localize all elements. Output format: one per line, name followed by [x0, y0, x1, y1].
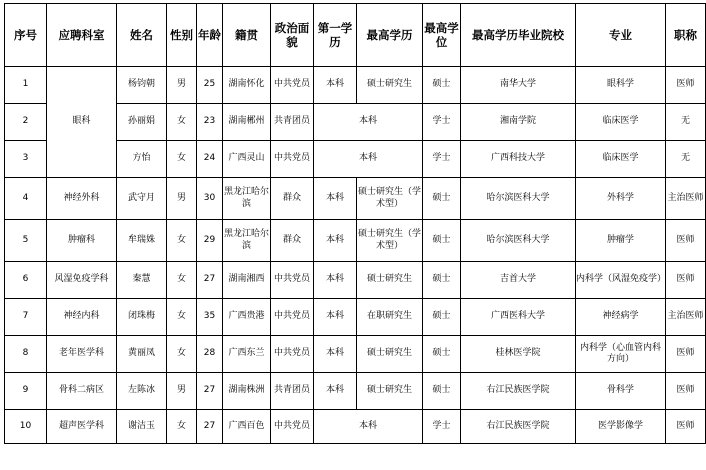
cell-seq: 10 — [5, 410, 47, 444]
cell-name: 左陈冰 — [117, 373, 167, 410]
cell-name: 闭珠梅 — [117, 299, 167, 336]
cell-education-merged: 本科 — [314, 141, 423, 178]
cell-age: 35 — [197, 299, 223, 336]
cell-title: 医师 — [666, 410, 706, 444]
cell-title: 无 — [666, 141, 706, 178]
cell-politics: 中共党员 — [271, 262, 314, 299]
cell-age: 30 — [197, 178, 223, 220]
cell-name: 牟瑞姝 — [117, 220, 167, 262]
table-row — [5, 299, 706, 336]
cell-highest-edu: 硕士研究生（学术型） — [357, 178, 423, 220]
cell-major: 神经病学 — [576, 299, 666, 336]
cell-major: 眼科学 — [576, 67, 666, 104]
cell-degree: 硕士 — [423, 178, 461, 220]
cell-school: 吉首大学 — [461, 262, 576, 299]
cell-name: 武守月 — [117, 178, 167, 220]
cell-title: 医师 — [666, 336, 706, 373]
table-row — [5, 336, 706, 373]
cell-highest-edu: 在职研究生 — [357, 299, 423, 336]
cell-education-merged: 本科 — [314, 104, 423, 141]
cell-major: 内科学（风湿免疫学） — [576, 262, 666, 299]
cell-first-edu: 本科 — [314, 262, 357, 299]
cell-politics: 中共党员 — [271, 141, 314, 178]
cell-dept: 超声医学科 — [47, 410, 117, 444]
cell-school: 南华大学 — [461, 67, 576, 104]
cell-gender: 女 — [167, 336, 197, 373]
cell-seq: 8 — [5, 336, 47, 373]
cell-title: 医师 — [666, 220, 706, 262]
cell-name: 方怡 — [117, 141, 167, 178]
cell-politics: 群众 — [271, 220, 314, 262]
header-highest-degree: 最高学位 — [423, 4, 461, 67]
cell-school: 广西医科大学 — [461, 299, 576, 336]
cell-native: 广西东兰 — [223, 336, 271, 373]
cell-gender: 女 — [167, 220, 197, 262]
cell-title: 无 — [666, 104, 706, 141]
cell-politics: 共青团员 — [271, 104, 314, 141]
candidate-table — [4, 3, 706, 444]
cell-first-edu: 本科 — [314, 67, 357, 104]
cell-name: 黄丽凤 — [117, 336, 167, 373]
header-dept: 应聘科室 — [47, 4, 117, 67]
cell-major: 临床医学 — [576, 104, 666, 141]
cell-highest-edu: 硕士研究生 — [357, 67, 423, 104]
cell-major: 内科学（心血管内科方向） — [576, 336, 666, 373]
cell-school: 桂林医学院 — [461, 336, 576, 373]
cell-highest-edu: 硕士研究生（学术型） — [357, 220, 423, 262]
cell-age: 25 — [197, 67, 223, 104]
cell-school: 湘南学院 — [461, 104, 576, 141]
cell-school: 哈尔滨医科大学 — [461, 178, 576, 220]
cell-major: 外科学 — [576, 178, 666, 220]
cell-school: 右江民族医学院 — [461, 373, 576, 410]
cell-degree: 硕士 — [423, 262, 461, 299]
cell-school: 广西科技大学 — [461, 141, 576, 178]
header-grad-school: 最高学历毕业院校 — [461, 4, 576, 67]
cell-education-merged: 本科 — [314, 410, 423, 444]
header-native: 籍贯 — [223, 4, 271, 67]
cell-seq: 6 — [5, 262, 47, 299]
cell-first-edu: 本科 — [314, 220, 357, 262]
cell-native: 黑龙江哈尔滨 — [223, 178, 271, 220]
cell-gender: 女 — [167, 299, 197, 336]
header-seq: 序号 — [5, 4, 47, 67]
cell-gender: 男 — [167, 67, 197, 104]
cell-age: 28 — [197, 336, 223, 373]
cell-politics: 中共党员 — [271, 67, 314, 104]
header-highest-edu: 最高学历 — [357, 4, 423, 67]
cell-gender: 男 — [167, 178, 197, 220]
cell-native: 湖南怀化 — [223, 67, 271, 104]
cell-dept: 老年医学科 — [47, 336, 117, 373]
cell-age: 27 — [197, 373, 223, 410]
cell-politics: 中共党员 — [271, 299, 314, 336]
cell-age: 23 — [197, 104, 223, 141]
cell-highest-edu: 硕士研究生 — [357, 336, 423, 373]
table-row — [5, 410, 706, 444]
cell-highest-edu: 硕士研究生 — [357, 262, 423, 299]
cell-native: 湖南郴州 — [223, 104, 271, 141]
cell-dept: 骨科二病区 — [47, 373, 117, 410]
cell-school: 右江民族医学院 — [461, 410, 576, 444]
cell-degree: 硕士 — [423, 336, 461, 373]
table-row — [5, 262, 706, 299]
cell-name: 杨钧朝 — [117, 67, 167, 104]
cell-name: 秦慧 — [117, 262, 167, 299]
cell-title: 医师 — [666, 67, 706, 104]
cell-seq: 9 — [5, 373, 47, 410]
header-major: 专业 — [576, 4, 666, 67]
header-first-edu: 第一学历 — [314, 4, 357, 67]
cell-age: 27 — [197, 262, 223, 299]
cell-dept: 肿瘤科 — [47, 220, 117, 262]
cell-gender: 女 — [167, 262, 197, 299]
cell-seq: 7 — [5, 299, 47, 336]
cell-seq: 2 — [5, 104, 47, 141]
header-age: 年龄 — [197, 4, 223, 67]
cell-seq: 4 — [5, 178, 47, 220]
table-row — [5, 220, 706, 262]
cell-seq: 3 — [5, 141, 47, 178]
cell-gender: 男 — [167, 373, 197, 410]
cell-first-edu: 本科 — [314, 373, 357, 410]
cell-dept: 神经内科 — [47, 299, 117, 336]
cell-first-edu: 本科 — [314, 178, 357, 220]
cell-native: 湖南株洲 — [223, 373, 271, 410]
cell-first-edu: 本科 — [314, 299, 357, 336]
cell-politics: 共青团员 — [271, 373, 314, 410]
cell-seq: 5 — [5, 220, 47, 262]
cell-gender: 女 — [167, 410, 197, 444]
cell-politics: 中共党员 — [271, 336, 314, 373]
cell-politics: 中共党员 — [271, 410, 314, 444]
cell-dept: 神经外科 — [47, 178, 117, 220]
cell-degree: 学士 — [423, 410, 461, 444]
cell-degree: 硕士 — [423, 299, 461, 336]
header-politics: 政治面貌 — [271, 4, 314, 67]
cell-degree: 学士 — [423, 104, 461, 141]
cell-politics: 群众 — [271, 178, 314, 220]
cell-native: 黑龙江哈尔滨 — [223, 220, 271, 262]
cell-degree: 硕士 — [423, 373, 461, 410]
cell-age: 27 — [197, 410, 223, 444]
cell-title: 主治医师 — [666, 178, 706, 220]
cell-native: 广西灵山 — [223, 141, 271, 178]
header-title: 职称 — [666, 4, 706, 67]
cell-major: 肿瘤学 — [576, 220, 666, 262]
cell-title: 主治医师 — [666, 299, 706, 336]
cell-age: 29 — [197, 220, 223, 262]
cell-native: 湖南湘西 — [223, 262, 271, 299]
header-row — [5, 4, 706, 67]
cell-name: 谢洁玉 — [117, 410, 167, 444]
cell-native: 广西贵港 — [223, 299, 271, 336]
cell-native: 广西百色 — [223, 410, 271, 444]
cell-age: 24 — [197, 141, 223, 178]
table-row — [5, 373, 706, 410]
cell-gender: 女 — [167, 104, 197, 141]
cell-name: 孙丽娟 — [117, 104, 167, 141]
cell-title: 医师 — [666, 262, 706, 299]
cell-school: 哈尔滨医科大学 — [461, 220, 576, 262]
table-row — [5, 178, 706, 220]
cell-major: 医学影像学 — [576, 410, 666, 444]
table-row — [5, 67, 706, 104]
cell-highest-edu: 硕士研究生 — [357, 373, 423, 410]
cell-degree: 学士 — [423, 141, 461, 178]
cell-degree: 硕士 — [423, 67, 461, 104]
header-name: 姓名 — [117, 4, 167, 67]
cell-title: 医师 — [666, 373, 706, 410]
cell-gender: 女 — [167, 141, 197, 178]
cell-first-edu: 本科 — [314, 336, 357, 373]
cell-major: 临床医学 — [576, 141, 666, 178]
cell-major: 骨科学 — [576, 373, 666, 410]
cell-dept: 眼科 — [47, 67, 117, 178]
cell-dept: 风湿免疫学科 — [47, 262, 117, 299]
cell-degree: 硕士 — [423, 220, 461, 262]
cell-seq: 1 — [5, 67, 47, 104]
header-gender: 性别 — [167, 4, 197, 67]
